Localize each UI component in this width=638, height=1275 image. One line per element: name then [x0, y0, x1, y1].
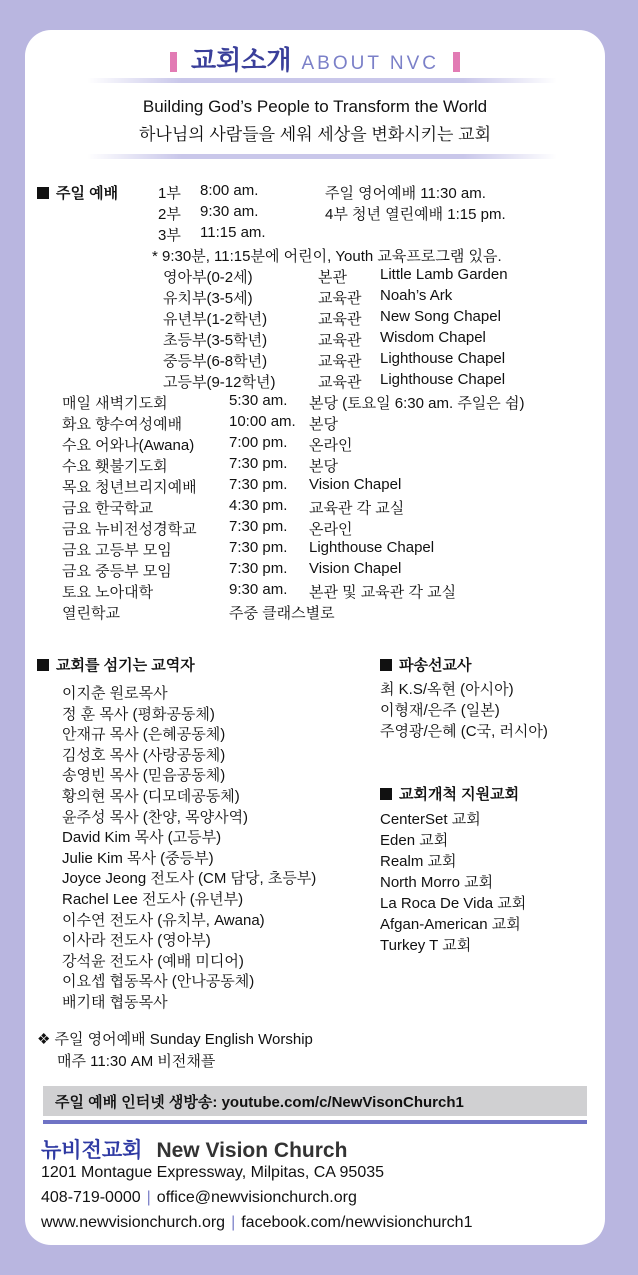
weekly-place: Vision Chapel [309, 560, 402, 577]
pink-bar-right [453, 52, 460, 72]
weekly-name: 수요 어와나(Awana) [62, 437, 195, 454]
livestream-bar [43, 1086, 587, 1116]
minister-item: 이요셉 협동목사 (안나공동체) [62, 973, 255, 991]
service-2-num: 2부 [158, 206, 181, 223]
kids-room: Lighthouse Chapel [380, 350, 506, 367]
kids-building: 교육관 [318, 353, 362, 370]
square-bullet-icon [380, 659, 392, 671]
minister-item: David Kim 목사 (고등부) [62, 829, 222, 847]
weekly-place: 본당 (토요일 6:30 am. 주일은 쉼) [309, 395, 525, 412]
kids-building: 교육관 [318, 374, 362, 391]
kids-room: New Song Chapel [380, 308, 501, 325]
english-worship-line1: ❖ 주일 영어예배 Sunday English Worship [37, 1031, 313, 1048]
church-plant-item: Realm 교회 [380, 853, 457, 870]
weekly-name: 목요 청년브리지예배 [62, 479, 197, 496]
weekly-place: Vision Chapel [309, 476, 402, 493]
weekly-place: 온라인 [309, 521, 353, 538]
kids-room: Wisdom Chapel [380, 329, 486, 346]
kids-dept: 고등부(9-12학년) [163, 374, 276, 391]
kids-room: Noah’s Ark [380, 287, 453, 304]
minister-item: 윤주성 목사 (찬양, 목양사역) [62, 808, 249, 826]
english-service: 주일 영어예배 11:30 am. [325, 185, 486, 202]
weekly-name: 열린학교 [62, 605, 120, 622]
separator: | [146, 1189, 151, 1206]
email-link[interactable]: office@newvisionchurch.org [156, 1189, 357, 1206]
church-plant-item: Eden 교회 [380, 832, 449, 849]
english-worship-line2: 매주 11:30 AM 비전채플 [57, 1053, 216, 1070]
weekly-name: 금요 뉴비전성경학교 [62, 521, 197, 538]
web-line [41, 1214, 472, 1232]
weekly-name: 토요 노아대학 [62, 584, 154, 601]
square-bullet-icon [37, 659, 49, 671]
minister-item: 강석윤 전도사 (예배 미디어) [62, 952, 244, 970]
minister-item: 송영빈 목사 (믿음공동체) [62, 767, 226, 785]
minister-item: Joyce Jeong 전도사 (CM 담당, 초등부) [62, 870, 317, 888]
mission-korean: 하나님의 사람들을 세워 세상을 변화시키는 교회 [138, 125, 492, 144]
livestream-text: 주일 예배 인터넷 생방송: youtube.com/c/NewVisonChurch1 [55, 1094, 464, 1111]
church-plant-item: North Morro 교회 [380, 874, 494, 891]
kids-dept: 영아부(0-2세) [163, 269, 253, 286]
weekly-time: 4:30 pm. [229, 497, 288, 514]
service-3-time: 11:15 am. [200, 224, 266, 241]
weekly-name: 금요 고등부 모임 [62, 542, 172, 559]
kids-building: 교육관 [318, 290, 362, 307]
service-3-num: 3부 [158, 227, 181, 244]
weekly-time: 주중 클래스별로 [229, 605, 335, 622]
kids-building: 교육관 [318, 311, 362, 328]
weekly-time: 7:30 pm. [229, 539, 288, 556]
weekly-name: 화요 향수여성예배 [62, 416, 183, 433]
church-plant-item: Afgan-American 교회 [380, 916, 521, 933]
weekly-time: 10:00 am. [229, 413, 296, 430]
kids-room: Little Lamb Garden [380, 266, 508, 283]
weekly-place: 온라인 [309, 437, 353, 454]
kids-room: Lighthouse Chapel [380, 371, 506, 388]
minister-item: 이사라 전도사 (영아부) [62, 932, 211, 950]
weekly-place: 본관 및 교육관 각 교실 [309, 584, 457, 601]
header-divider [87, 78, 557, 83]
weekly-time: 7:00 pm. [229, 434, 288, 451]
weekly-place: Lighthouse Chapel [309, 539, 435, 556]
weekly-place: 본당 [309, 416, 338, 433]
contact-line [41, 1189, 357, 1207]
church-name-english: New Vision Church [156, 1139, 348, 1162]
kids-dept: 초등부(3-5학년) [163, 332, 268, 349]
minister-item: 황의현 목사 (디모데공동체) [62, 788, 240, 805]
phone: 408-719-0000 [41, 1189, 141, 1206]
pink-bar-left [170, 52, 177, 72]
minister-item: 배기태 협동목사 [62, 994, 168, 1011]
mission-english: Building God’s People to Transform the World [142, 97, 488, 116]
facebook-link[interactable]: facebook.com/newvisionchurch1 [241, 1214, 473, 1231]
worship-heading: 주일 예배 [37, 182, 118, 203]
minister-item: 안재규 목사 (은혜공동체) [62, 726, 226, 744]
footer-divider [43, 1120, 587, 1124]
weekly-name: 금요 한국학교 [62, 500, 154, 517]
weekly-time: 7:30 pm. [229, 476, 288, 493]
church-plant-item: Turkey T 교회 [380, 937, 472, 954]
missionary-item: 이형재/은주 (일본) [380, 702, 500, 719]
square-bullet-icon [37, 187, 49, 199]
header [25, 40, 605, 77]
missionary-item: 최 K.S/옥현 (아시아) [380, 681, 514, 698]
weekly-place: 본당 [309, 458, 338, 475]
church-plant-item: CenterSet 교회 [380, 811, 481, 828]
weekly-place: 교육관 각 교실 [309, 500, 405, 517]
kids-building: 본관 [318, 269, 347, 286]
kids-dept: 유년부(1-2학년) [163, 311, 268, 328]
kids-note: * 9:30분, 11:15분에 어린이, Youth 교육프로그램 있음. [152, 248, 502, 265]
ministers-heading: 교회를 섬기는 교역자 [37, 654, 195, 675]
missionaries-heading: 파송선교사 [380, 654, 471, 675]
church-info-card [25, 30, 605, 1245]
website-link[interactable]: www.newvisionchurch.org [41, 1214, 226, 1231]
church-plant-item: La Roca De Vida 교회 [380, 895, 527, 912]
kids-dept: 유치부(3-5세) [163, 290, 253, 307]
minister-item: 이수연 전도사 (유치부, Awana) [62, 911, 265, 929]
kids-dept: 중등부(6-8학년) [163, 353, 268, 370]
mission-divider [87, 154, 557, 159]
weekly-time: 7:30 pm. [229, 560, 288, 577]
title-english: ABOUT NVC [301, 53, 439, 74]
minister-item: 김성호 목사 (사랑공동체) [62, 746, 226, 764]
weekly-time: 9:30 am. [229, 581, 288, 598]
weekly-name: 금요 중등부 모임 [62, 563, 172, 580]
minister-item: 정 훈 목사 (평화공동체) [62, 705, 215, 723]
service-4: 4부 청년 열린예배 1:15 pm. [325, 206, 506, 223]
separator: | [231, 1214, 236, 1231]
kids-building: 교육관 [318, 332, 362, 349]
church-plants-heading: 교회개척 지원교회 [380, 783, 519, 804]
service-2-time: 9:30 am. [200, 203, 259, 220]
title-korean: 교회소개 [191, 46, 292, 76]
service-1-num: 1부 [158, 185, 181, 202]
minister-item: 이지춘 원로목사 [62, 685, 168, 702]
diamond-bullet-icon: ❖ [37, 1031, 51, 1048]
church-name-korean: 뉴비전교회 [41, 1138, 143, 1162]
address: 1201 Montague Expressway, Milpitas, CA 95035 [41, 1164, 385, 1181]
missionary-item: 주영광/은혜 (C국, 러시아) [380, 723, 548, 740]
minister-item: Rachel Lee 전도사 (유년부) [62, 891, 244, 908]
service-1-time: 8:00 am. [200, 182, 259, 199]
weekly-time: 5:30 am. [229, 392, 288, 409]
church-name [41, 1134, 347, 1164]
weekly-time: 7:30 pm. [229, 455, 288, 472]
weekly-name: 매일 새벽기도회 [62, 395, 168, 412]
weekly-time: 7:30 pm. [229, 518, 288, 535]
square-bullet-icon [380, 788, 392, 800]
weekly-name: 수요 횃불기도회 [62, 458, 168, 475]
minister-item: Julie Kim 목사 (중등부) [62, 849, 214, 867]
